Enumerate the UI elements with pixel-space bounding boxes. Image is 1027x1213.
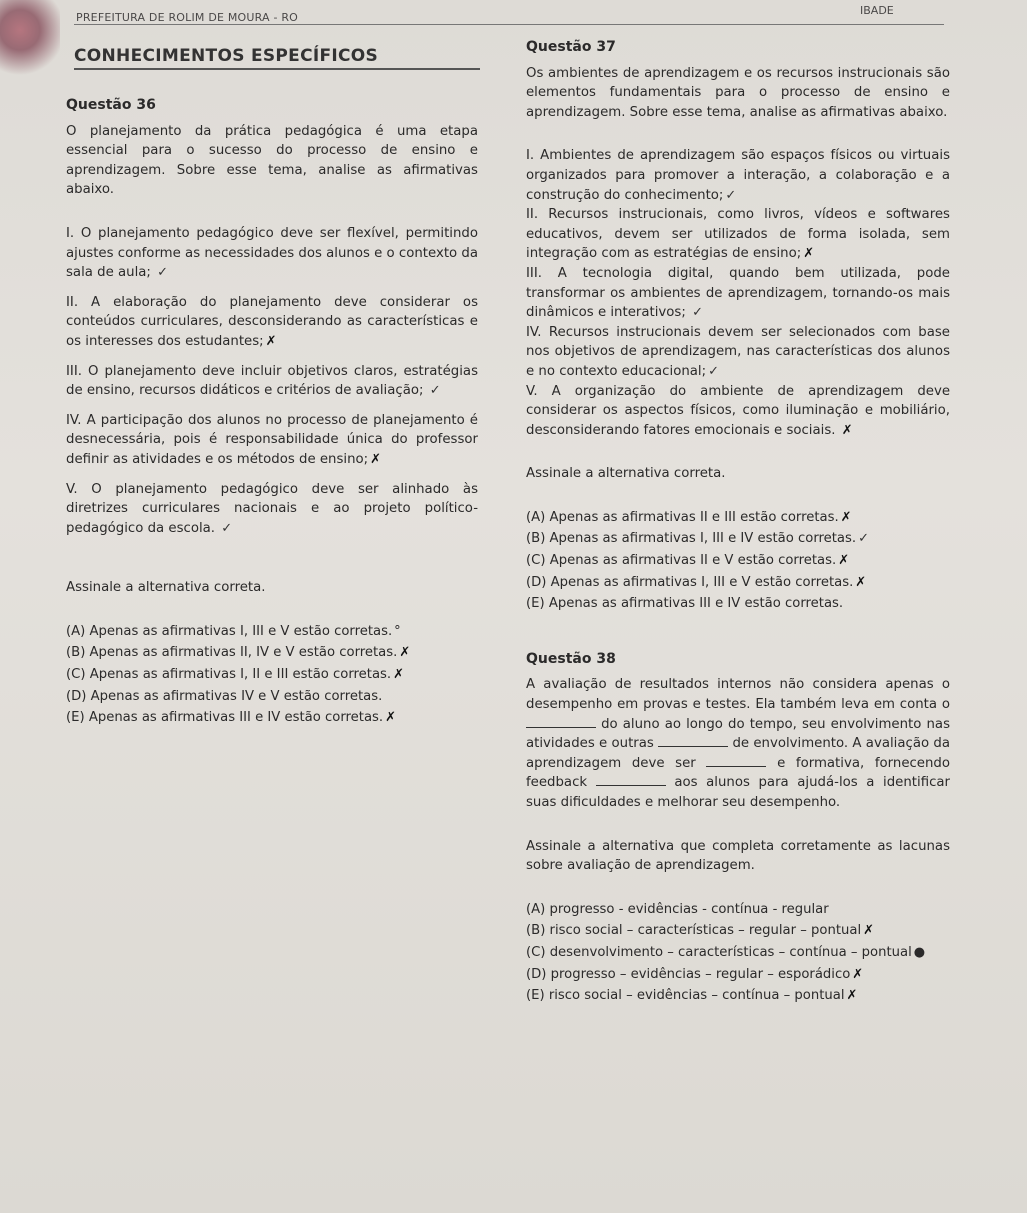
cross-mark-icon: ✗ (393, 667, 405, 683)
option-e[interactable]: (E) risco social – evidências – contínua – pontual ✗ (526, 988, 858, 1004)
section-title: CONHECIMENTOS ESPECÍFICOS (74, 46, 379, 66)
right-column (526, 38, 950, 1008)
statement-i: I. Ambientes de aprendizagem são espaços físicos ou virtuais organizados para promover a interação, a colaboração e a construção do conhecimento; ✓ (526, 148, 950, 203)
option-e[interactable]: (E) Apenas as afirmativas III e IV estão corretas. ✗ (66, 710, 396, 726)
question-stem: A avaliação de resultados internos não considera apenas o desempenho em provas e testes. Ela também leva em conta o do aluno ao longo do tempo, seu envolvimento nas atividades e outras de envolvimento. A avaliação da aprendizagem deve ser e formativa, fornecendo feedback aos alunos para ajudá-los a identificar suas dificuldades e melhorar seu desempenho. (526, 677, 950, 810)
header-brand: IBADE (860, 4, 894, 17)
question-stem: O planejamento da prática pedagógica é uma etapa essencial para o sucesso do processo de ensino e aprendizagem. Sobre esse tema, analise as afirmativas abaixo. (66, 123, 478, 198)
question-38 (526, 650, 950, 1006)
answer-blank[interactable] (526, 715, 596, 728)
option-a[interactable]: (A) progresso - evidências - contínua - regular (526, 901, 829, 917)
cross-mark-icon: ✗ (399, 645, 411, 661)
answer-blank[interactable] (596, 773, 666, 786)
option-c[interactable]: (C) desenvolvimento – características – contínua – pontual ● (526, 944, 926, 960)
statement-ii: II. Recursos instrucionais, como livros, vídeos e softwares educativos, devem ser utilizados de forma isolada, sem integração com as estratégias de ensino; ✗ (526, 207, 950, 262)
cross-mark-icon: ✗ (265, 333, 277, 349)
statement-ii: II. A elaboração do planejamento deve considerar os conteúdos curriculares, desconsiderando as características e os interesses dos estudantes; ✗ (66, 294, 478, 349)
statement-iv: IV. Recursos instrucionais devem ser selecionados com base nos objetivos de aprendizagem, nas características dos alunos e no contexto educacional; ✓ (526, 324, 950, 379)
question-title: Questão 38 (526, 650, 616, 667)
option-d[interactable]: (D) Apenas as afirmativas I, III e V estão corretas. ✗ (526, 574, 867, 590)
option-a[interactable]: (A) Apenas as afirmativas I, III e V estão corretas. ° (66, 623, 401, 639)
cross-mark-icon: ✗ (855, 574, 867, 590)
statement-v: V. A organização do ambiente de aprendizagem deve considerar os aspectos físicos, como iluminação e mobiliário, desconsiderando fatores emocionais e sociais. ✗ (526, 383, 950, 438)
cross-mark-icon: ✗ (803, 246, 815, 262)
option-b[interactable]: (B) Apenas as afirmativas II, IV e V estão corretas. ✗ (66, 645, 411, 661)
cross-mark-icon: ✗ (841, 422, 853, 438)
check-mark-icon: ✓ (692, 305, 703, 321)
header-divider (74, 24, 944, 25)
check-mark-icon: ✓ (429, 383, 441, 399)
dot-mark-icon: ● (913, 944, 926, 960)
question-prompt: Assinale a alternativa que completa corretamente as lacunas sobre avaliação de aprendizagem. (526, 838, 950, 874)
option-d[interactable]: (D) progresso – evidências – regular – esporádico ✗ (526, 966, 864, 982)
statement-iii: III. A tecnologia digital, quando bem utilizada, pode transformar os ambientes de aprendizagem, tornando-os mais dinâmicos e interativos; ✓ (526, 265, 950, 321)
option-a[interactable]: (A) Apenas as afirmativas II e III estão corretas. ✗ (526, 509, 852, 525)
section-divider (74, 68, 480, 70)
statement-i: I. O planejamento pedagógico deve ser flexível, permitindo ajustes conforme as necessidades dos alunos e o contexto da sala de aula; ✓ (66, 225, 478, 281)
answer-blank[interactable] (706, 754, 766, 767)
header-organization: PREFEITURA DE ROLIM DE MOURA - RO (76, 11, 299, 24)
question-prompt: Assinale a alternativa correta. (526, 466, 726, 482)
statement-iii: III. O planejamento deve incluir objetivos claros, estratégias de ensino, recursos didáticos e critérios de avaliação; ✓ (66, 363, 478, 399)
cross-mark-icon: ✗ (385, 710, 396, 726)
option-c[interactable]: (C) Apenas as afirmativas II e V estão corretas. ✗ (526, 553, 850, 569)
cross-mark-icon: ✗ (838, 553, 850, 569)
check-mark-icon: ✓ (221, 520, 233, 536)
option-d[interactable]: (D) Apenas as afirmativas IV e V estão corretas. (66, 688, 383, 704)
cross-mark-icon: ✗ (370, 451, 382, 467)
option-c[interactable]: (C) Apenas as afirmativas I, II e III estão corretas. ✗ (66, 667, 405, 683)
cross-mark-icon: ✗ (863, 923, 875, 939)
question-36 (66, 96, 478, 730)
check-mark-icon: ✓ (858, 531, 869, 547)
cross-mark-icon: ✗ (840, 509, 852, 525)
question-37 (526, 38, 950, 614)
check-mark-icon: ✓ (708, 363, 719, 379)
question-prompt: Assinale a alternativa correta. (66, 580, 266, 596)
question-title: Questão 37 (526, 39, 616, 55)
statement-v: V. O planejamento pedagógico deve ser alinhado às diretrizes curriculares nacionais e ao projeto político-pedagógico da escola. ✓ (66, 481, 478, 536)
cross-mark-icon: ✗ (846, 988, 858, 1004)
cross-mark-icon: ✗ (852, 966, 864, 982)
dot-mark-icon: ° (394, 623, 401, 639)
question-stem: Os ambientes de aprendizagem e os recursos instrucionais são elementos fundamentais para o processo de ensino e aprendizagem. Sobre esse tema, analise as afirmativas abaixo. (526, 65, 950, 120)
option-b[interactable]: (B) Apenas as afirmativas I, III e IV estão corretas. ✓ (526, 531, 869, 547)
option-b[interactable]: (B) risco social – características – regular – pontual ✗ (526, 923, 875, 939)
option-e[interactable]: (E) Apenas as afirmativas III e IV estão corretas. (526, 596, 844, 612)
answer-blank[interactable] (658, 734, 728, 747)
statement-iv: IV. A participação dos alunos no processo de planejamento é desnecessária, pois é responsabilidade única do professor definir as atividades e os métodos de ensino; ✗ (66, 412, 478, 467)
question-title: Questão 36 (66, 97, 156, 113)
check-mark-icon: ✓ (725, 187, 737, 203)
background-decoration (0, 0, 60, 120)
check-mark-icon: ✓ (157, 265, 169, 281)
